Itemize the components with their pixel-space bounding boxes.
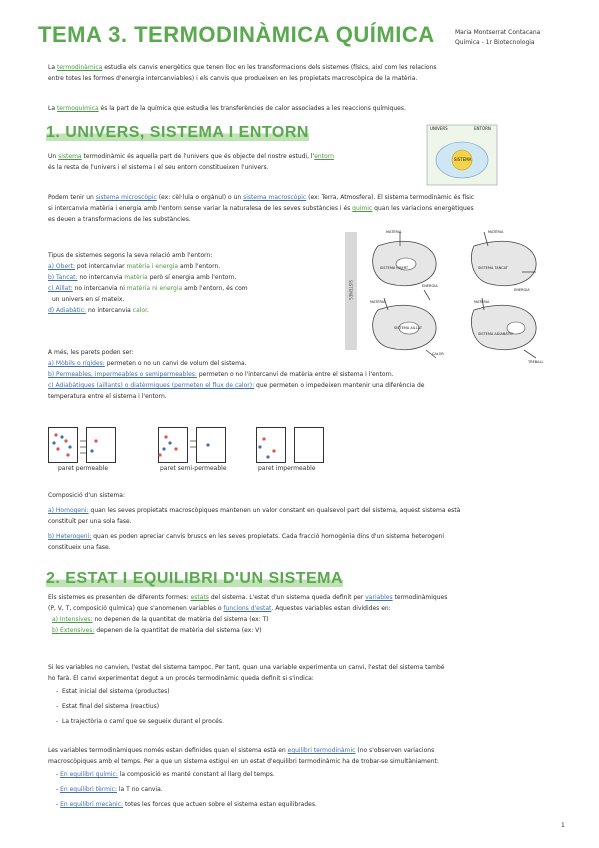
text: es deuen a transformacions de les substàncies. (48, 216, 191, 223)
type-item (48, 261, 348, 272)
text: quan es poden apreciar canvis bruscs en les seves propietats. Cada fracció homogènia dins d'un sistema heterogeni (91, 533, 445, 540)
state-paragraph (48, 592, 578, 636)
diagram-2-matter-label: MATÈRIA (488, 230, 504, 234)
bullet-text: Estat final del sistema (reactius) (61, 703, 160, 710)
term-quimic: químic (352, 205, 373, 212)
section-1-heading (46, 124, 309, 142)
text: no intercanvia ni (72, 285, 127, 292)
text: La (48, 64, 57, 71)
text: és la part de la química que estudia les transferències de calor associades a les reaccions químiques. (98, 105, 406, 112)
term-microscopic: sistema microscòpic (95, 194, 157, 201)
text: macroscòpiques amb el temps. Per a que un sistema estigui en un estat d'equilibri termodinàmic ha de trobar-se simultàniament: (48, 758, 439, 765)
system-definition (48, 151, 428, 173)
composition-intro: Composició d'un sistema: (48, 492, 125, 499)
equilibrium-paragraph (48, 745, 578, 810)
diagram-3-matter-label: MATÈRIA (370, 300, 386, 304)
text: . Aquestes variables estan dividides en: (271, 605, 391, 612)
diagram-4-work-label: TREBALL (528, 360, 544, 364)
author-block (455, 28, 540, 48)
term-termodinamica: termodinàmica (56, 64, 103, 71)
system-types-paragraph (48, 192, 578, 225)
type-label: d) Adiabàtic: (48, 307, 87, 314)
eq-item: - En equilibri mecànic: totes les forces que actuen sobre el sistema estan equilibrades. (56, 801, 317, 808)
eq-item: - En equilibri tèrmic: la T no canvia. (56, 786, 163, 793)
homogeneous-label: a) Homogeni: (48, 507, 89, 514)
universe-diagram (426, 124, 498, 186)
text: permeten o no l'intercanvi de matèria entre el sistema i l'entorn. (196, 371, 394, 378)
wall-item (48, 358, 578, 369)
text: quan les seves propietats macroscòpiques mantenen un valor constant en qualsevol part del sistema, aquest sistema està (88, 507, 461, 514)
term-termoquimica: termoquímica (56, 105, 99, 112)
eq-label: En equilibri mecànic: (60, 801, 124, 808)
text: entre totes les formes d'energia intercanviables) i els canvis que produeixen en les propietats macroscòpica de la matèria. (48, 75, 418, 82)
caption-permeable: paret permeable (58, 465, 109, 472)
walls-list (48, 347, 578, 402)
text: Un (48, 153, 59, 160)
text: (P, V, T, composició química) que s'anomenen variables o (48, 605, 224, 612)
section-2-heading (46, 570, 343, 588)
term-macroscopic: sistema macroscòpic (243, 194, 307, 201)
walls-intro: A més, les parets poden ser: (48, 349, 134, 356)
type-item (48, 294, 348, 305)
type-highlight: matèria i energia (126, 263, 179, 270)
wall-label: b) Permeables, impermeables o semipermeables: (48, 371, 197, 378)
text: amb l'entorn. (178, 263, 221, 270)
text: Si les variables no canvien, l'estat del sistema tampoc. Per tant, quan una variable experimenta un canvi, l'estat del sistema també (48, 664, 445, 671)
surroundings-label: ENTORN (474, 126, 491, 131)
text: (ex: Terra, Atmosfera). El sistema termodinàmic és físic (306, 194, 475, 201)
diagram-3-title: SISTEMA AÏLLAT (394, 326, 423, 330)
wall-label: c) Adiabàtiques (aïllants) o diatèrmiques (permeten el flux de calor): (48, 382, 255, 389)
bullet-item: - Estat inicial del sistema (productes) (56, 688, 170, 695)
diagram-2-energy-label: ENERGIA (514, 288, 530, 292)
text: Els sistemes es presenten de diferents formes: (48, 594, 191, 601)
extensive-item (48, 625, 578, 636)
diagram-3-heat-label: CALOR (432, 352, 444, 356)
intensive-label: a) Intensives: (52, 616, 93, 623)
text: (ex: cèl·lula o orgànul) o un (156, 194, 244, 201)
caption-semi-permeable: paret semi-permeable (160, 465, 227, 472)
text: . (147, 307, 149, 314)
term-equilibri: equilibri termodinàmic (287, 747, 356, 754)
type-highlight: calor (132, 307, 147, 314)
type-label: a) Obert: (48, 263, 75, 270)
text: és la resta de l'univers i el sistema i el seu entorn constitueixen l'univers. (48, 164, 269, 171)
system-types-list (48, 250, 348, 316)
wall-item (48, 380, 578, 391)
wall-item (48, 391, 578, 402)
diagram-1-matter-label: MATÈRIA (386, 230, 402, 234)
type-label: b) Tancat: (48, 274, 78, 281)
course-name: Química - 1r Biotecnologia (455, 39, 535, 46)
term-variables: variables (365, 594, 393, 601)
bullet-item: - Estat final del sistema (reactius) (56, 703, 160, 710)
types-intro: Tipus de sistemes segons la seva relació amb l'entorn: (48, 252, 213, 259)
universe-label: UNIVERS (430, 126, 448, 131)
system-label: SISTEMA (454, 157, 472, 162)
text: però sí energia amb l'entorn. (147, 274, 237, 281)
text: (no s'observen variacions (355, 747, 435, 754)
type-highlight: matèria ni energia (126, 285, 183, 292)
type-highlight: matèria (124, 274, 148, 281)
homogeneous-item (48, 505, 578, 516)
intro-paragraph-1 (48, 62, 568, 84)
text: no intercanvia (86, 307, 133, 314)
systems-side-bar (345, 232, 357, 350)
type-label: c) Aïllat: (48, 285, 73, 292)
text: no depenen de la quantitat de matèria del sistema (ex: T) (92, 616, 269, 623)
bullet-text: Estat inicial del sistema (productes) (61, 688, 170, 695)
text: que permeten o impedeixen mantenir una diferència de (254, 382, 425, 389)
text: La (48, 105, 57, 112)
type-item (48, 283, 348, 294)
wall-label: a) Mòbils o rígides: (48, 360, 105, 367)
text: no intercanvia (77, 274, 125, 281)
text: pot intercanviar (75, 263, 127, 270)
term-estats: estats (190, 594, 209, 601)
text: del sistema. L'estat d'un sistema queda definit per (208, 594, 366, 601)
type-item (48, 305, 348, 316)
text: permeten o no un canvi de volum del sistema. (104, 360, 247, 367)
diagram-4-matter-label: MATÈRIA (474, 300, 490, 304)
term-entorn: entorn (314, 153, 334, 160)
term-sistema: sistema (58, 153, 82, 160)
text: estudia els canvis energètics que tenen lloc en les transformacions dels sistemes (físics, així com les relacions (102, 64, 437, 71)
text: quan les variacions energètiques (372, 205, 474, 212)
text: constitueix una fase. (48, 544, 111, 551)
text: totes les forces que actuen sobre el sistema estan equilibrades. (123, 801, 317, 808)
text: un univers en sí mateix. (52, 296, 125, 303)
term-funcions-estat: funcions d'estat (223, 605, 272, 612)
heterogeneous-item (48, 531, 578, 542)
page-number: 1 (561, 822, 565, 829)
intensive-item (48, 614, 578, 625)
author-name: Maria Montserrat Contacana (455, 29, 541, 36)
particle-dots (48, 427, 328, 465)
text: Podem tenir un (48, 194, 96, 201)
text: termodinàmic és aquella part de l'univers que és objecte del nostre estudi, l' (81, 153, 315, 160)
eq-label: En equilibri tèrmic: (60, 786, 117, 793)
text: depenen de la quantitat de matèria del sistema (ex: V) (94, 627, 262, 634)
text: amb l'entorn, és com (182, 285, 248, 292)
eq-item: - En equilibri químic: la composició es manté constant al llarg del temps. (56, 771, 275, 778)
bullet-text: La trajectòria o camí que se segueix durant el procés. (61, 718, 224, 725)
text: termodinàmiques (392, 594, 448, 601)
heading-text: 2. ESTAT I EQUILIBRI D'UN SISTEMA (46, 570, 344, 587)
diagram-1-title: SISTEMA OBERT (380, 266, 409, 270)
text: constituït per una sola fase. (48, 518, 132, 525)
page-title: TEMA 3. TERMODINÀMICA QUÍMICA (38, 22, 435, 47)
text: ho farà. El canvi experimentat degut a un procés termodinàmic queda definit si s'indica: (48, 675, 314, 682)
caption-impermeable: paret impermeable (258, 465, 316, 472)
diagram-2-title: SISTEMA TANCAT (478, 266, 508, 270)
systems-side-label: SISTEMES (348, 280, 353, 300)
text: la composició es manté constant al llarg del temps. (117, 771, 275, 778)
text: Les variables termodinàmiques només estan definides quan el sistema està en (48, 747, 288, 754)
heterogeneous-label: b) Heterogeni: (48, 533, 92, 540)
extensive-label: b) Extensives: (52, 627, 95, 634)
type-item (48, 272, 348, 283)
diagram-1-energy-label: ENERGIA (422, 284, 438, 288)
composition-block (48, 490, 578, 553)
process-paragraph (48, 662, 578, 727)
diagram-4-title: SISTEMA ADIABÀTIC (478, 332, 514, 336)
bullet-item: - La trajectòria o camí que se segueix durant el procés. (56, 718, 224, 725)
eq-label: En equilibri químic: (60, 771, 118, 778)
text: la T no canvia. (116, 786, 163, 793)
text: temperatura entre el sistema i l'entorn. (48, 393, 167, 400)
intro-paragraph-2 (48, 103, 568, 114)
heading-text: 1. UNIVERS, SISTEMA I ENTORN (46, 124, 309, 141)
text: si intercanvia matèria i energia amb l'entorn sense variar la naturalesa de les seves substàncies i és (48, 205, 353, 212)
wall-item (48, 369, 578, 380)
